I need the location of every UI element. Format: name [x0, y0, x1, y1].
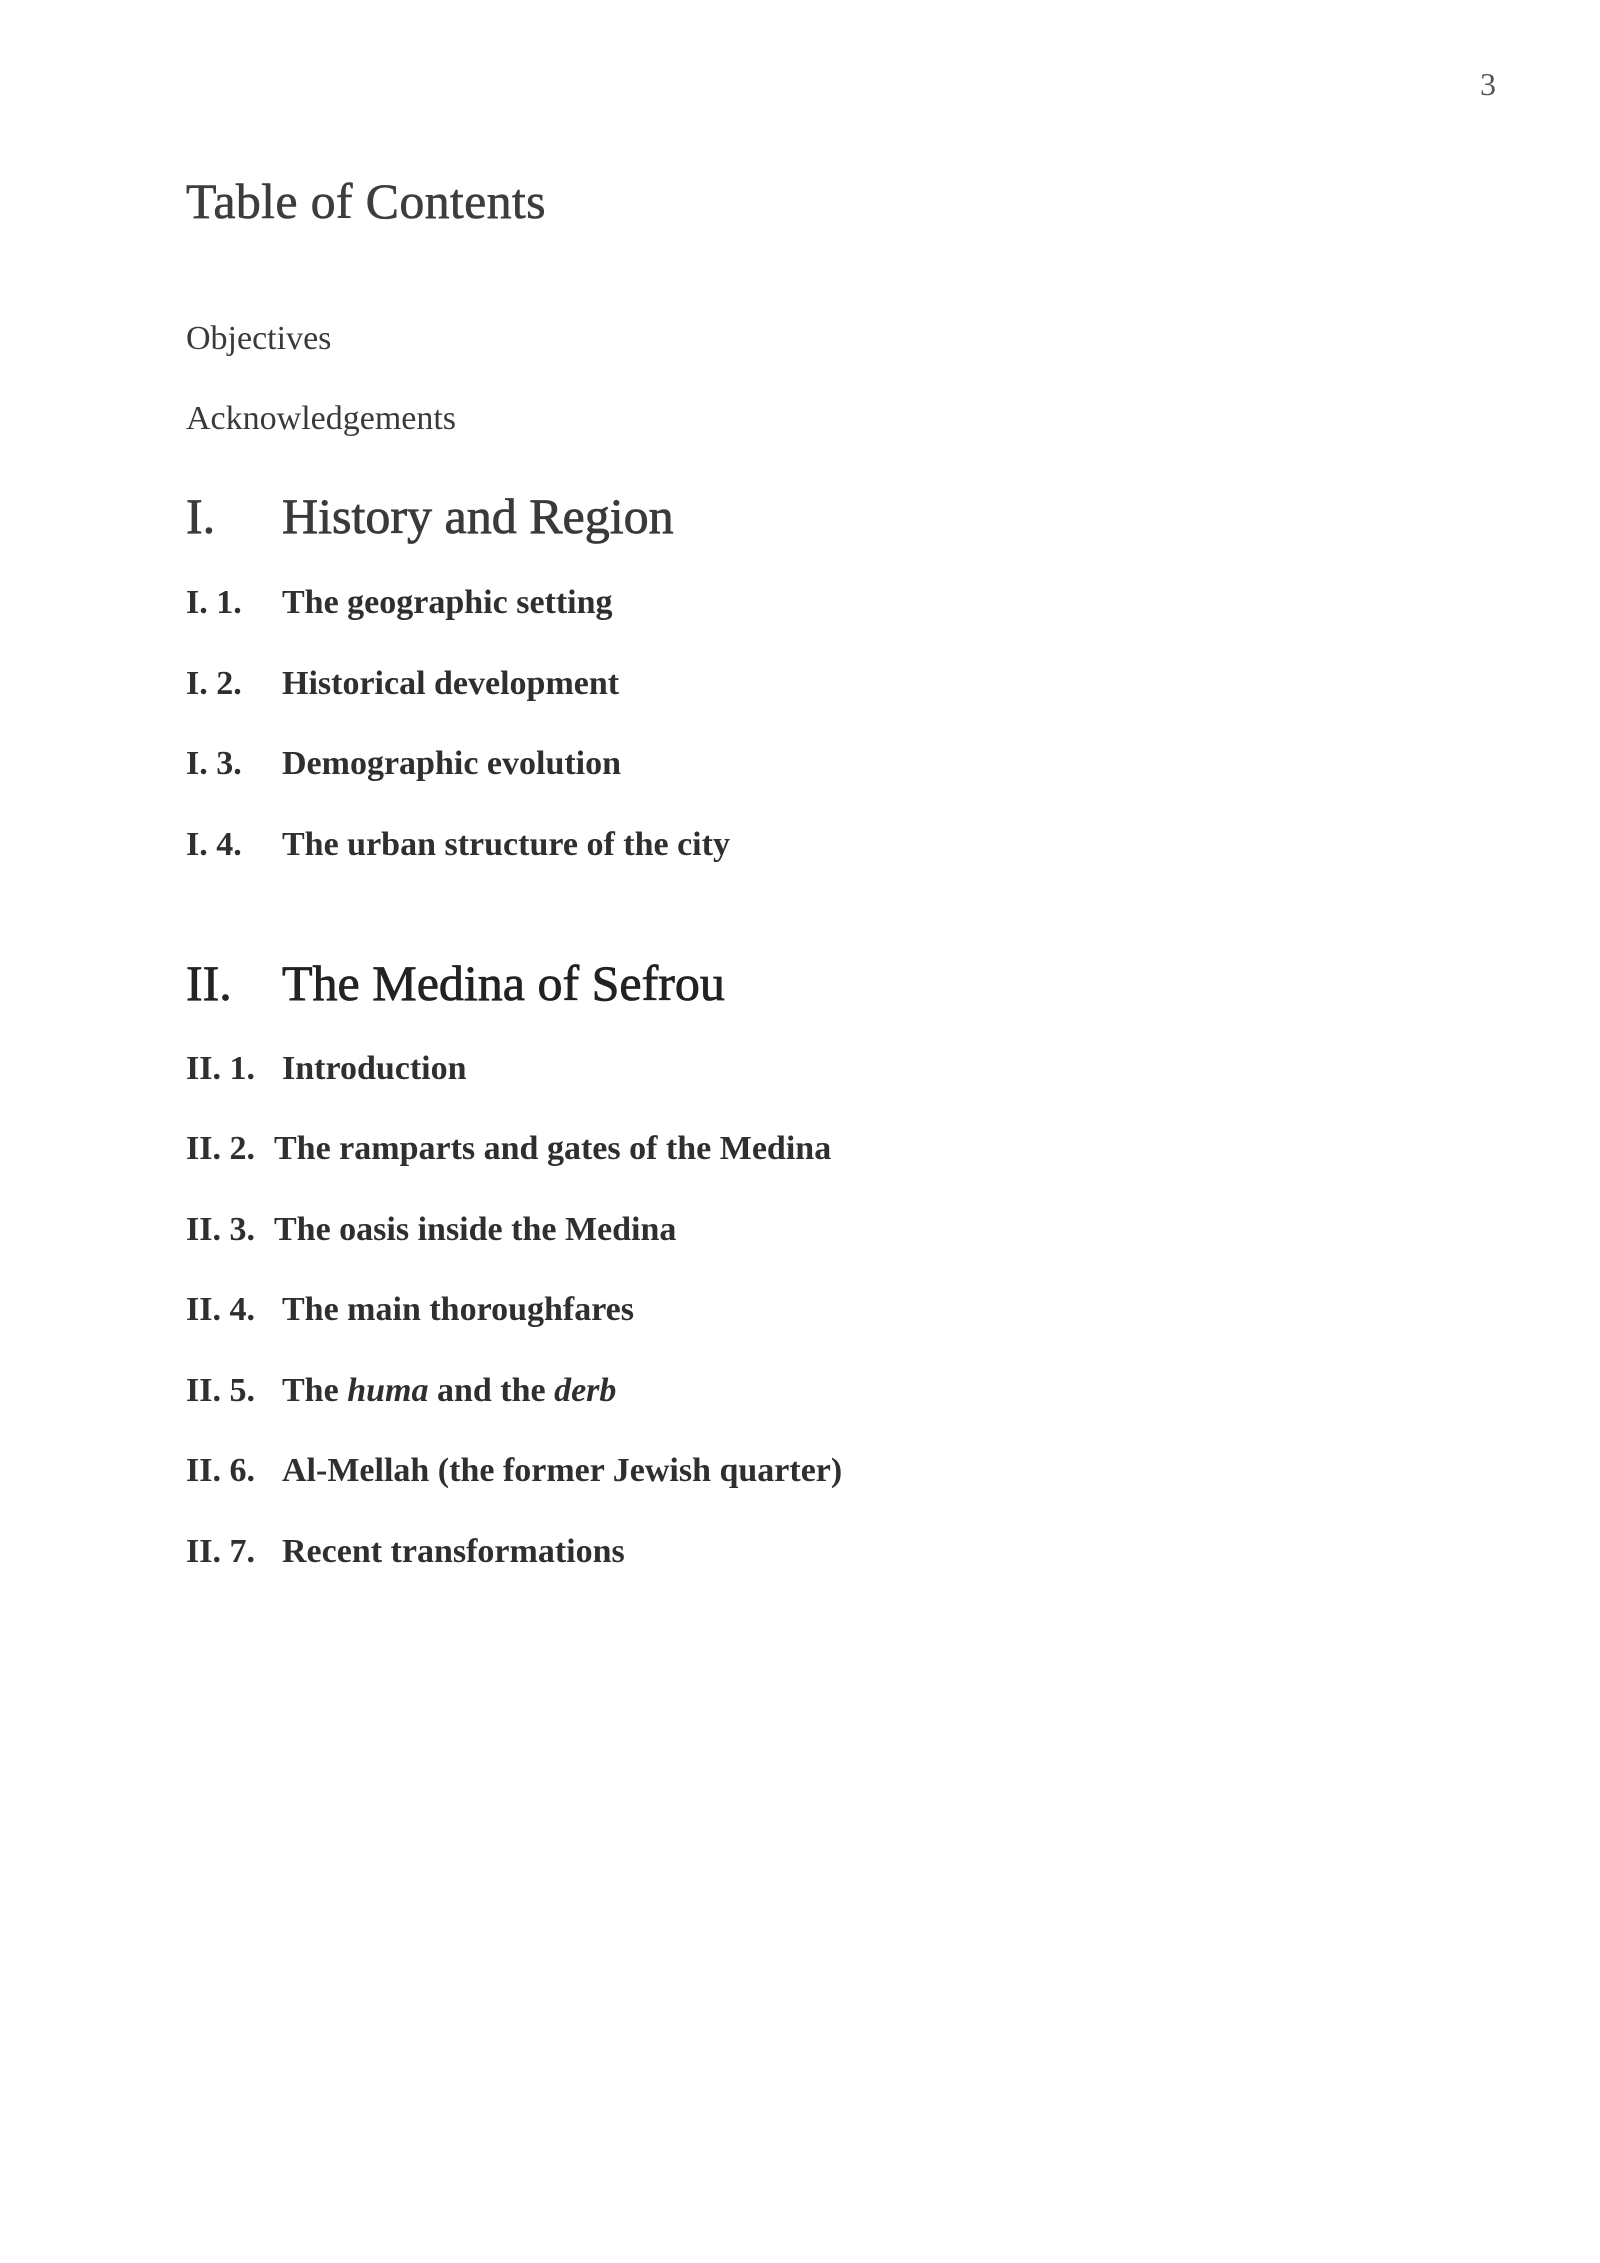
part-heading — [186, 487, 674, 545]
toc-entry-number: II. 3. — [186, 1211, 255, 1248]
toc-entry-title-term-huma: huma — [347, 1372, 429, 1409]
part-title: History and Region — [282, 488, 674, 544]
toc-entry-title-text: The — [282, 1372, 348, 1409]
part-number: II. — [186, 955, 232, 1011]
toc-entry — [186, 826, 730, 864]
toc-entry — [186, 745, 621, 783]
toc-entry-number: II. 4. — [186, 1291, 255, 1328]
toc-entry-title-text: and the — [428, 1372, 555, 1409]
toc-entry-number: I. 3. — [186, 745, 242, 782]
toc-entry-title: Introduction — [282, 1050, 467, 1087]
toc-entry-number: II. 7. — [186, 1533, 255, 1570]
toc-entry-title: The oasis inside the Medina — [274, 1211, 677, 1248]
toc-entry — [186, 1533, 625, 1571]
toc-entry-number: I. 1. — [186, 584, 242, 621]
toc-entry-title — [282, 1372, 616, 1409]
toc-entry — [186, 584, 613, 622]
toc-entry-title: The main thoroughfares — [282, 1291, 635, 1328]
part-title: The Medina of Sefrou — [282, 955, 725, 1011]
toc-entry — [186, 1452, 842, 1490]
page-title: Table of Contents — [186, 173, 546, 229]
toc-entry-title: Demographic evolution — [282, 745, 622, 782]
toc-entry-number: II. 5. — [186, 1372, 255, 1409]
toc-entry-number: I. 4. — [186, 826, 242, 863]
toc-entry — [186, 1211, 676, 1249]
page-number: 3 — [1480, 66, 1496, 102]
toc-entry — [186, 1291, 634, 1329]
toc-entry-number: II. 2. — [186, 1130, 255, 1167]
toc-entry-acknowledgements: Acknowledgements — [186, 400, 457, 437]
toc-entry-title: Al-Mellah (the former Jewish quarter) — [282, 1452, 843, 1489]
toc-entry-title: Historical development — [282, 665, 620, 702]
toc-entry-number: II. 6. — [186, 1452, 255, 1489]
toc-entry — [186, 1130, 831, 1168]
toc-entry-title: The ramparts and gates of the Medina — [274, 1130, 832, 1167]
toc-entry-title: The geographic setting — [282, 584, 613, 621]
toc-entry-number: II. 1. — [186, 1050, 255, 1087]
part-number: I. — [186, 488, 216, 544]
toc-entry — [186, 1372, 616, 1410]
toc-entry-title: Recent transformations — [282, 1533, 625, 1570]
toc-entry-number: I. 2. — [186, 665, 242, 702]
toc-entry — [186, 665, 619, 703]
toc-entry-title-term-derb: derb — [554, 1372, 617, 1409]
toc-entry-title: The urban structure of the city — [282, 826, 730, 863]
toc-entry — [186, 1050, 467, 1088]
toc-entry-objectives: Objectives — [186, 320, 332, 357]
part-heading — [186, 954, 725, 1012]
